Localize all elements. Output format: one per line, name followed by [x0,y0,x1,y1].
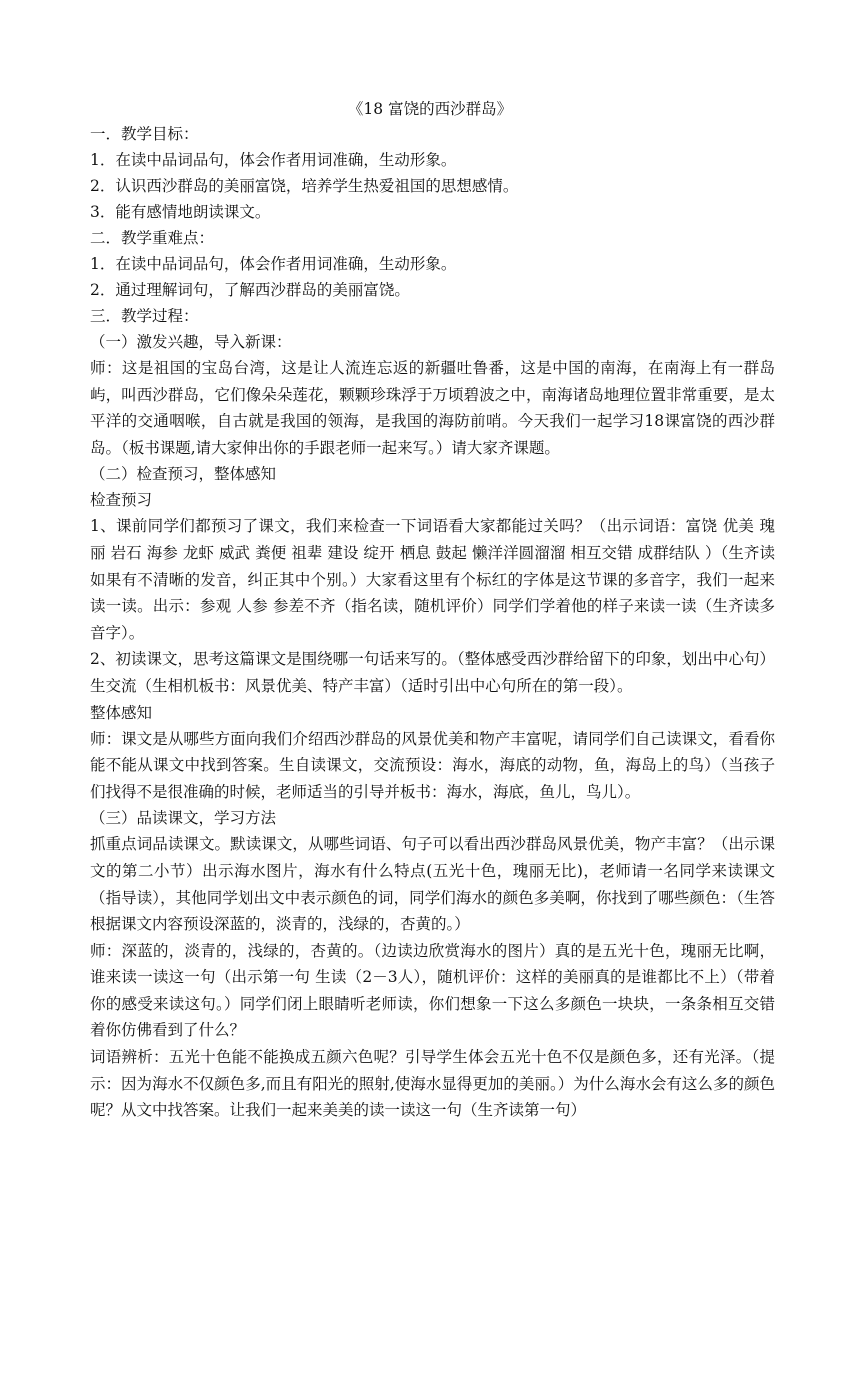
paragraph-reading-3: 词语辨析：五光十色能不能换成五颜六色呢？引导学生体会五光十色不仅是颜色多，还有光泽。（提示：因为海水不仅颜色多,而且有阳光的照射,使海水显得更加的美丽。）为什么海水会有这么多的颜色呢？从文中找答案。让我们一起来美美的读一读这一句（生齐读第一句） [90,1048,775,1120]
paragraph-check-1: 1、课前同学们都预习了课文，我们来检查一下词语看大家都能过关吗？（出示词语：富饶 优美 瑰丽 岩石 海参 龙虾 威武 粪便 祖辈 建设 绽开 栖息 鼓起 懒洋洋圆溜溜 相互交错 成群结队 ）（生齐读如果有不清晰的发音，纠正其中个别。）大家看这里有个标红的字体是这节课的多音字，我们一起来读一读。出示：参观 人参 参差不齐（指名读，随机评价）同学们学着他的样子来读一读（生齐读多音字）。 [90,517,775,642]
paragraph-intro: 师：这是祖国的宝岛台湾，这是让人流连忘返的新疆吐鲁番，这是中国的南海，在南海上有一群岛屿，叫西沙群岛，它们像朵朵莲花，颗颗珍珠浮于万顷碧波之中，南海诸岛地理位置非常重要，是太平洋的交通咽喉，自古就是我国的领海，是我国的海防前哨。今天我们一起学习18课富饶的西沙群岛。（板书课题,请大家伸出你的手跟老师一起来写。）请大家齐课题。 [90,359,775,457]
goal-item: 2．认识西沙群岛的美丽富饶，培养学生热爱祖国的思想感情。 [90,177,519,195]
key-point-item: 1．在读中品词品句，体会作者用词准确，生动形象。 [90,255,457,273]
key-point-item: 2．通过理解词句，了解西沙群岛的美丽富饶。 [90,281,410,299]
paragraph-reading-2: 师：深蓝的，淡青的，浅绿的，杏黄的。（边读边欣赏海水的图片）真的是五光十色，瑰丽无比啊，谁来读一读这一句（出示第一句 生读（2－3人），随机评价：这样的美丽真的是谁都比不上）（带着你的感受来读这句。）同学们闭上眼睛听老师读，你们想象一下这么多颜色一块块，一条条相互交错着你仿佛看到了什么？ [90,941,775,1040]
paragraph-check-2: 2、初读课文，思考这篇课文是围绕哪一句话来写的。（整体感受西沙群给留下的印象，划出中心句）生交流（生相机板书：风景优美、特产丰富）（适时引出中心句所在的第一段）。 [90,650,775,695]
goal-item: 1．在读中品词品句，体会作者用词准确，生动形象。 [90,151,457,169]
subsection-heading-preview: （二）检查预习，整体感知 [90,465,277,484]
document-title: 《18 富饶的西沙群岛》 [347,100,513,118]
section-heading-goals: 一．教学目标： [90,125,199,143]
document-body [90,121,775,1124]
label-check-preview: 检查预习 [90,491,153,510]
section-heading-key-points: 二．教学重难点： [90,229,215,247]
section-heading-process: 三．教学过程： [90,307,199,325]
subsection-heading-intro: （一）激发兴趣，导入新课： [90,333,292,351]
paragraph-reading-1: 抓重点词品读课文。默读课文，从哪些词语、句子可以看出西沙群岛风景优美，物产丰富？（出示课文的第二小节）出示海水图片，海水有什么特点(五光十色，瑰丽无比)，老师请一名同学来读课文（指导读），其他同学划出文中表示颜色的词，同学们海水的颜色多美啊，你找到了哪些颜色：（生答根据课文内容预设深蓝的，淡青的，浅绿的，杏黄的。） [90,835,775,934]
subsection-heading-reading: （三）品读课文，学习方法 [90,809,277,828]
paragraph-overall-feel: 师：课文是从哪些方面向我们介绍西沙群岛的风景优美和物产丰富呢，请同学们自己读课文，看看你能不能从课文中找到答案。生自读课文，交流预设：海水，海底的动物，鱼，海岛上的鸟）（当孩子们找得不是很准确的时候，老师适当的引导并板书：海水，海底，鱼儿，鸟儿）。 [90,729,775,801]
goal-item: 3．能有感情地朗读课文。 [90,203,271,221]
label-overall-feel: 整体感知 [90,703,153,722]
